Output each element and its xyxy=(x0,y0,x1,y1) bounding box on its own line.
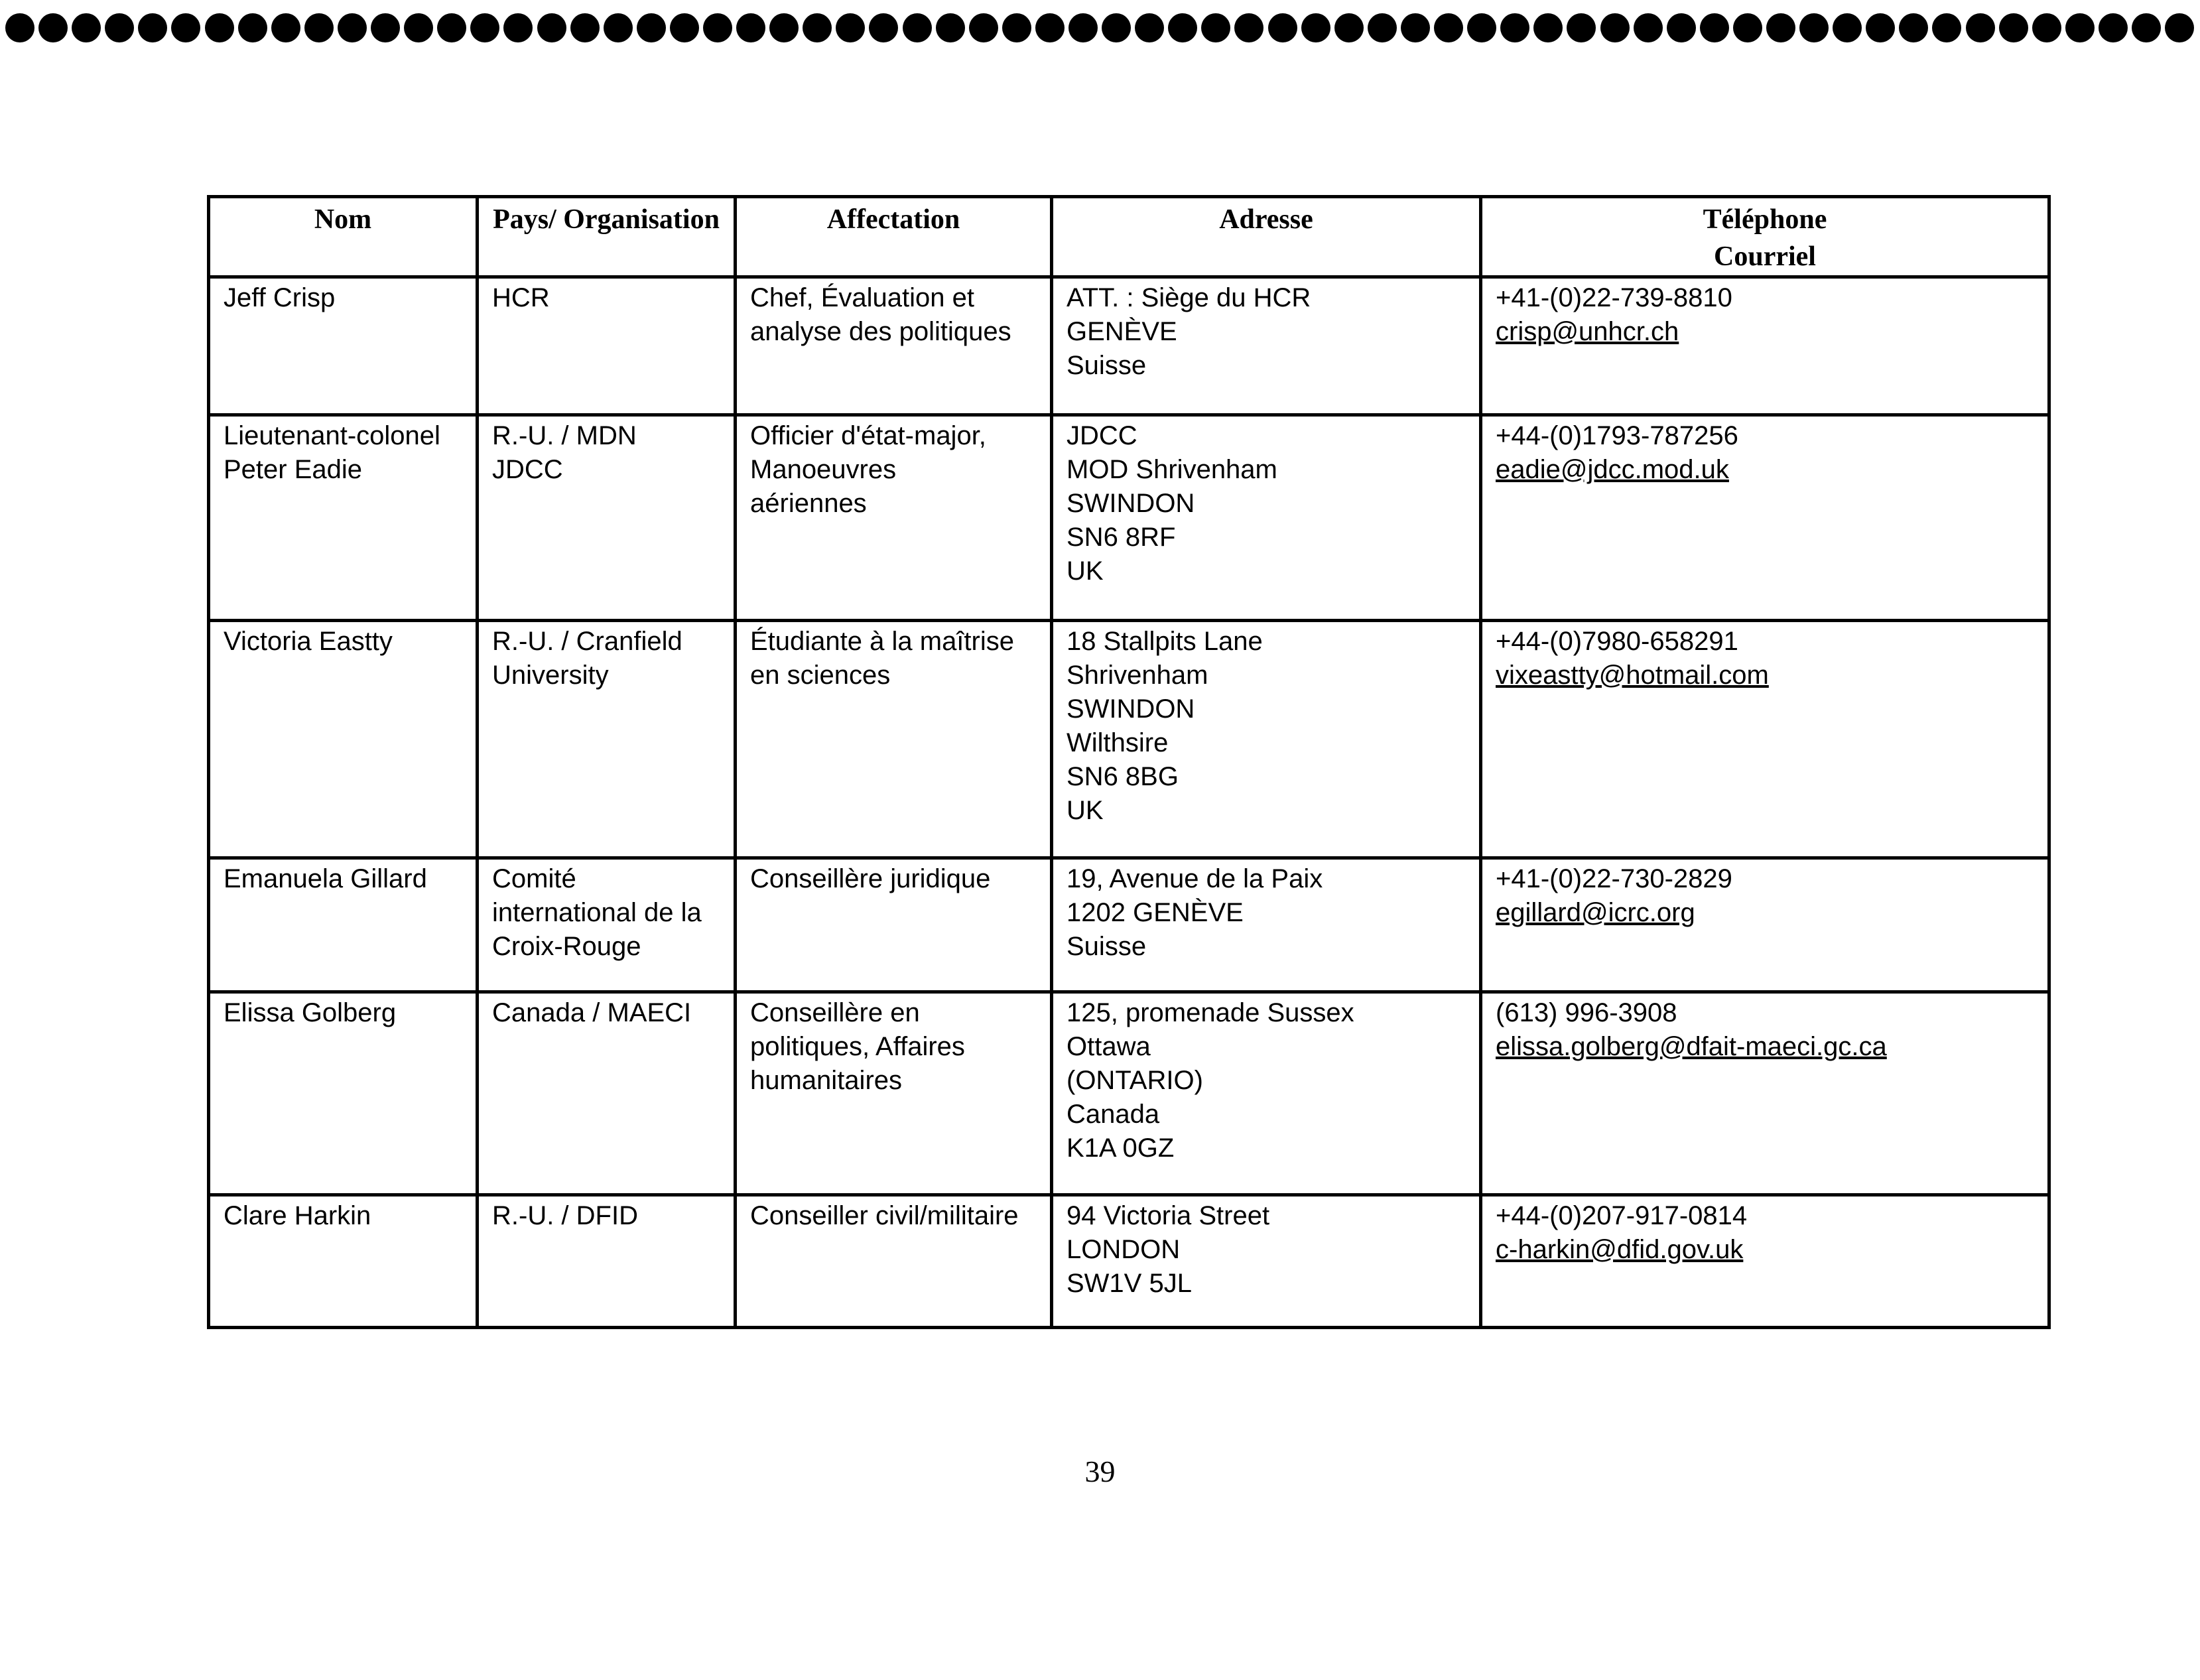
border-dot xyxy=(5,13,34,42)
cell-assignment-line: aériennes xyxy=(750,489,867,518)
cell-address-line: Ottawa xyxy=(1067,1032,1151,1061)
cell-address xyxy=(1052,277,1481,415)
cell-assignment-line: Manoeuvres xyxy=(750,455,897,484)
phone-number: (613) 996-3908 xyxy=(1496,998,1677,1027)
border-dot xyxy=(936,13,965,42)
cell-address xyxy=(1052,621,1481,858)
cell-country-org-line: R.-U. / Cranfield xyxy=(492,627,682,656)
border-dot xyxy=(304,13,334,42)
header-name: Nom xyxy=(209,197,478,277)
cell-address-line: Wilthsire xyxy=(1067,728,1169,757)
table-row xyxy=(209,621,2049,858)
cell-address-line: ATT. : Siège du HCR xyxy=(1067,283,1311,312)
cell-address xyxy=(1052,415,1481,621)
border-dot xyxy=(1368,13,1397,42)
cell-phone-email xyxy=(1481,415,2049,621)
border-dot xyxy=(1966,13,1995,42)
border-dot xyxy=(803,13,832,42)
border-dot xyxy=(1932,13,1961,42)
cell-address-line: 18 Stallpits Lane xyxy=(1067,627,1263,656)
cell-assignment xyxy=(736,621,1052,858)
cell-address-line: 1202 GENÈVE xyxy=(1067,898,1244,927)
cell-country-org xyxy=(478,992,736,1195)
phone-number: +41-(0)22-730-2829 xyxy=(1496,864,1732,893)
cell-country-org-line: JDCC xyxy=(492,455,563,484)
border-dot xyxy=(138,13,167,42)
border-dot xyxy=(1533,13,1563,42)
table-row xyxy=(209,277,2049,415)
decorative-dot-border xyxy=(0,9,2200,46)
cell-address-line: SN6 8BG xyxy=(1067,762,1179,791)
border-dot xyxy=(1667,13,1696,42)
cell-address-line: SWINDON xyxy=(1067,489,1195,518)
cell-name-line: Emanuela Gillard xyxy=(224,864,427,893)
cell-country-org xyxy=(478,621,736,858)
cell-assignment-line: Chef, Évaluation et xyxy=(750,283,974,312)
cell-address xyxy=(1052,1195,1481,1328)
cell-address xyxy=(1052,858,1481,992)
cell-phone-email xyxy=(1481,277,2049,415)
header-address: Adresse xyxy=(1052,197,1481,277)
cell-assignment xyxy=(736,1195,1052,1328)
border-dot xyxy=(470,13,499,42)
header-phone-email xyxy=(1481,197,2049,277)
border-dot xyxy=(404,13,433,42)
table-row xyxy=(209,858,2049,992)
cell-assignment-line: Officier d'état-major, xyxy=(750,421,986,450)
cell-country-org-line: international de la xyxy=(492,898,702,927)
cell-assignment-line: Conseillère juridique xyxy=(750,864,991,893)
cell-name xyxy=(209,415,478,621)
header-phone: Téléphone xyxy=(1703,204,1827,235)
border-dot xyxy=(271,13,300,42)
cell-country-org xyxy=(478,1195,736,1328)
cell-address-line: (ONTARIO) xyxy=(1067,1066,1203,1095)
border-dot xyxy=(171,13,200,42)
border-dot xyxy=(1634,13,1663,42)
cell-country-org-line: HCR xyxy=(492,283,550,312)
cell-address-line: JDCC xyxy=(1067,421,1137,450)
table-row xyxy=(209,992,2049,1195)
cell-assignment xyxy=(736,858,1052,992)
cell-country-org xyxy=(478,415,736,621)
cell-assignment-line: Conseiller civil/militaire xyxy=(750,1201,1019,1230)
cell-address-line: LONDON xyxy=(1067,1235,1181,1264)
border-dot xyxy=(604,13,633,42)
border-dot xyxy=(2132,13,2161,42)
cell-assignment-line: analyse des politiques xyxy=(750,317,1011,346)
phone-number: +44-(0)207-917-0814 xyxy=(1496,1201,1748,1230)
cell-name-line: Clare Harkin xyxy=(224,1201,371,1230)
border-dot xyxy=(2065,13,2095,42)
border-dot xyxy=(1866,13,1895,42)
border-dot xyxy=(769,13,799,42)
cell-address-line: 94 Victoria Street xyxy=(1067,1201,1270,1230)
cell-name-line: Victoria Eastty xyxy=(224,627,393,656)
cell-name-line: Lieutenant-colonel xyxy=(224,421,440,450)
cell-address-line: K1A 0GZ xyxy=(1067,1133,1175,1163)
cell-assignment xyxy=(736,992,1052,1195)
cell-name xyxy=(209,992,478,1195)
border-dot xyxy=(1999,13,2028,42)
border-dot xyxy=(1068,13,1098,42)
border-dot xyxy=(869,13,898,42)
border-dot xyxy=(205,13,234,42)
border-dot xyxy=(1268,13,1297,42)
border-dot xyxy=(238,13,267,42)
cell-country-org-line: R.-U. / DFID xyxy=(492,1201,638,1230)
border-dot xyxy=(969,13,998,42)
cell-address-line: 125, promenade Sussex xyxy=(1067,998,1354,1027)
phone-number: +44-(0)7980-658291 xyxy=(1496,627,1738,656)
cell-phone-email xyxy=(1481,621,2049,858)
cell-address-line: Canada xyxy=(1067,1100,1160,1129)
border-dot xyxy=(371,13,400,42)
cell-name xyxy=(209,1195,478,1328)
border-dot xyxy=(72,13,101,42)
email-link[interactable]: vixeastty@hotmail.com xyxy=(1496,661,1769,690)
cell-address-line: UK xyxy=(1067,556,1104,586)
cell-phone-email xyxy=(1481,858,2049,992)
cell-name-line: Elissa Golberg xyxy=(224,998,397,1027)
border-dot xyxy=(105,13,134,42)
border-dot xyxy=(1700,13,1729,42)
border-dot xyxy=(1833,13,1862,42)
cell-address-line: Shrivenham xyxy=(1067,661,1208,690)
cell-phone-email xyxy=(1481,992,2049,1195)
border-dot xyxy=(1035,13,1065,42)
border-dot xyxy=(1102,13,1131,42)
cell-assignment-line: en sciences xyxy=(750,661,891,690)
email-link[interactable]: c-harkin@dfid.gov.uk xyxy=(1496,1235,1744,1264)
border-dot xyxy=(1168,13,1197,42)
cell-address-line: Suisse xyxy=(1067,351,1147,380)
email-link[interactable]: egillard@icrc.org xyxy=(1496,898,1695,927)
border-dot xyxy=(338,13,367,42)
border-dot xyxy=(1766,13,1795,42)
header-assignment: Affectation xyxy=(736,197,1052,277)
page-number: 39 xyxy=(1084,1454,1116,1488)
cell-country-org-line: R.-U. / MDN xyxy=(492,421,637,450)
cell-assignment xyxy=(736,415,1052,621)
cell-name-line: Jeff Crisp xyxy=(224,283,336,312)
cell-country-org-line: University xyxy=(492,661,609,690)
table-header-row xyxy=(209,197,2049,277)
cell-assignment-line: politiques, Affaires xyxy=(750,1032,965,1061)
border-dot xyxy=(1799,13,1829,42)
border-dot xyxy=(2165,13,2194,42)
border-dot xyxy=(836,13,865,42)
table-row xyxy=(209,1195,2049,1328)
cell-assignment-line: humanitaires xyxy=(750,1066,903,1095)
border-dot xyxy=(670,13,699,42)
border-dot xyxy=(1467,13,1496,42)
contact-table xyxy=(207,195,2051,1329)
email-link[interactable]: crisp@unhcr.ch xyxy=(1496,317,1679,346)
border-dot xyxy=(1234,13,1263,42)
border-dot xyxy=(1600,13,1630,42)
border-dot xyxy=(503,13,533,42)
border-dot xyxy=(2099,13,2128,42)
email-link[interactable]: elissa.golberg@dfait-maeci.gc.ca xyxy=(1496,1032,1887,1061)
table-row xyxy=(209,415,2049,621)
border-dot xyxy=(1500,13,1529,42)
cell-country-org-line: Croix-Rouge xyxy=(492,932,641,961)
border-dot xyxy=(637,13,666,42)
cell-address-line: UK xyxy=(1067,796,1104,825)
cell-address-line: GENÈVE xyxy=(1067,317,1177,346)
cell-country-org xyxy=(478,858,736,992)
cell-assignment xyxy=(736,277,1052,415)
border-dot xyxy=(903,13,932,42)
cell-assignment-line: Étudiante à la maîtrise xyxy=(750,627,1014,656)
border-dot xyxy=(1401,13,1430,42)
border-dot xyxy=(2032,13,2061,42)
cell-address-line: SWINDON xyxy=(1067,694,1195,724)
cell-address-line: SW1V 5JL xyxy=(1067,1269,1192,1298)
border-dot xyxy=(736,13,765,42)
cell-name-line: Peter Eadie xyxy=(224,455,363,484)
cell-address xyxy=(1052,992,1481,1195)
border-dot xyxy=(1135,13,1164,42)
header-email: Courriel xyxy=(1714,241,1816,272)
cell-name xyxy=(209,858,478,992)
phone-number: +41-(0)22-739-8810 xyxy=(1496,283,1732,312)
border-dot xyxy=(537,13,566,42)
border-dot xyxy=(1733,13,1762,42)
border-dot xyxy=(38,13,68,42)
border-dot xyxy=(1201,13,1230,42)
cell-address-line: MOD Shrivenham xyxy=(1067,455,1277,484)
email-link[interactable]: eadie@jdcc.mod.uk xyxy=(1496,455,1729,484)
border-dot xyxy=(1899,13,1928,42)
cell-country-org xyxy=(478,277,736,415)
header-country-org: Pays/ Organisation xyxy=(478,197,736,277)
cell-country-org-line: Canada / MAECI xyxy=(492,998,692,1027)
cell-address-line: 19, Avenue de la Paix xyxy=(1067,864,1323,893)
cell-name xyxy=(209,277,478,415)
border-dot xyxy=(570,13,600,42)
cell-assignment-line: Conseillère en xyxy=(750,998,920,1027)
border-dot xyxy=(1002,13,1031,42)
border-dot xyxy=(1334,13,1364,42)
border-dot xyxy=(1301,13,1330,42)
phone-number: +44-(0)1793-787256 xyxy=(1496,421,1738,450)
border-dot xyxy=(1434,13,1463,42)
border-dot xyxy=(1567,13,1596,42)
border-dot xyxy=(437,13,466,42)
cell-address-line: Suisse xyxy=(1067,932,1147,961)
border-dot xyxy=(703,13,732,42)
cell-name xyxy=(209,621,478,858)
cell-country-org-line: Comité xyxy=(492,864,576,893)
cell-phone-email xyxy=(1481,1195,2049,1328)
cell-address-line: SN6 8RF xyxy=(1067,523,1176,552)
